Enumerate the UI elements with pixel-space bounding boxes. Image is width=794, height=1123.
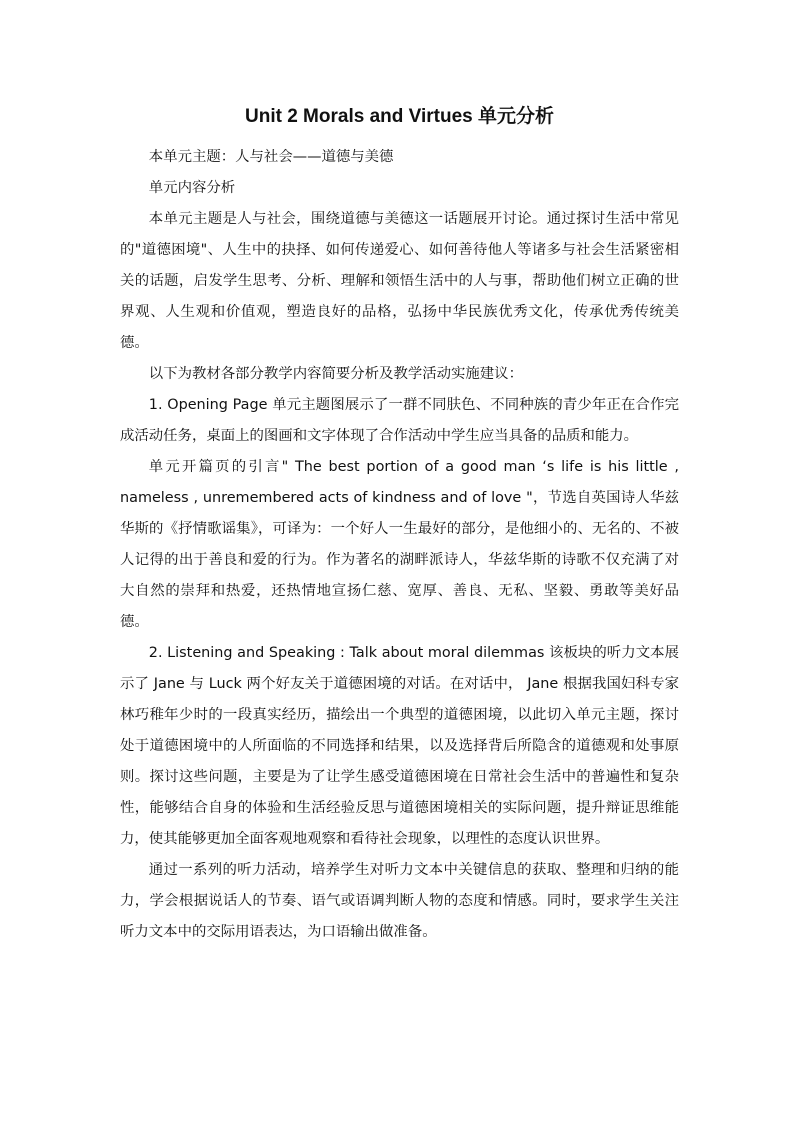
paragraph-opening-page: 1. Opening Page 单元主题图展示了一群不同肤色、不同种族的青少年正在合作完成活动任务，桌面上的图画和文字体现了合作活动中学生应当具备的品质和能力。 (120, 397, 679, 444)
paragraph-intro: 本单元主题是人与社会，围绕道德与美德这一话题展开讨论。通过探讨生活中常见的"道德困境"、人生中的抉择、如何传递爱心、如何善待他人等诸多与社会生活紧密相关的话题，启发学生思考、分析、理解和领悟生活中的人与事，帮助他们树立正确的世界观、人生观和价值观，塑造良好的品格，弘扬中华民族优秀文化，传承优秀传统美德。 (120, 211, 679, 351)
paragraph-listening-activities: 通过一系列的听力活动，培养学生对听力文本中关键信息的获取、整理和归纳的能力，学会根据说话人的节奏、语气或语调判断人物的态度和情感。同时，要求学生关注听力文本中的交际用语表达，为口语输出做准备。 (120, 862, 679, 940)
paragraph-quote: 单元开篇页的引言" The best portion of a good man ‘s life is his little , nameless , unremembered acts of kindness and of love "，节选自英国诗人华兹华斯的《抒情歌谣集》，可译为：一个好人一生最好的部分，是他细小的、无名的、不被人记得的出于善良和爱的行为。作为著名的湖畔派诗人，华兹华斯的诗歌不仅充满了对大自然的崇拜和热爱，还热情地宣扬仁慈、宽厚、善良、无私、坚毅、勇敢等美好品德。 (120, 459, 679, 630)
paragraph-listening-speaking: 2. Listening and Speaking : Talk about moral dilemmas 该板块的听力文本展示了 Jane 与 Luck 两个好友关于道德困境的对话。在对话中， Jane 根据我国妇科专家林巧稚年少时的一段真实经历，描绘出一个典型的道德困境，以此切入单元主题，探讨处于道德困境中的人所面临的不同选择和结果，以及选择背后所隐含的道德观和处事原则。探讨这些问题，主要是为了让学生感受道德困境在日常社会生活中的普遍性和复杂性，能够结合自身的体验和生活经验反思与道德困境相关的实际问题，提升辩证思维能力，使其能够更加全面客观地观察和看待社会现象，以理性的态度认识世界。 (120, 645, 679, 847)
document-title: Unit 2 Morals and Virtues 单元分析 (245, 106, 554, 127)
content-analysis-heading: 单元内容分析 (148, 180, 236, 196)
paragraph-overview: 以下为教材各部分教学内容简要分析及教学活动实施建议： (148, 366, 523, 382)
unit-theme-line: 本单元主题：人与社会——道德与美德 (148, 149, 394, 165)
document-body (120, 142, 679, 948)
